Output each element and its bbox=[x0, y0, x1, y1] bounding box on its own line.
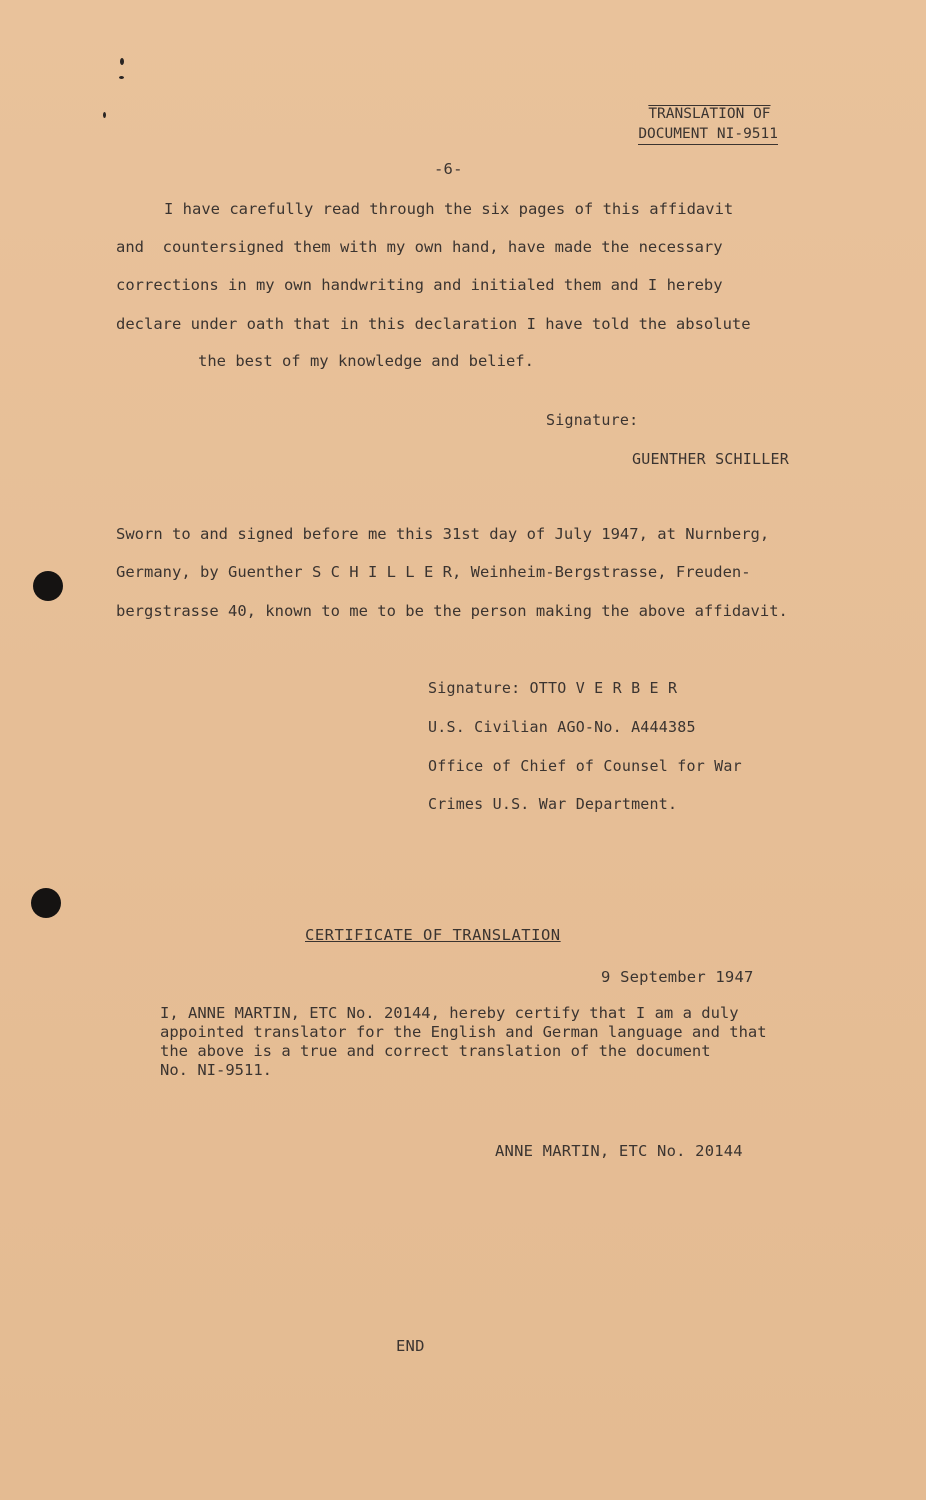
end-mark: END bbox=[396, 1337, 425, 1355]
notary-office: Office of Chief of Counsel for War bbox=[428, 757, 742, 775]
certificate-line: the above is a true and correct translation of the document bbox=[160, 1042, 711, 1060]
translator-signature: ANNE MARTIN, ETC No. 20144 bbox=[495, 1142, 743, 1160]
header-document-number: DOCUMENT NI-9511 bbox=[638, 124, 778, 145]
notary-department: Crimes U.S. War Department. bbox=[428, 795, 678, 813]
ink-speck bbox=[119, 76, 124, 79]
affidavit-line: declare under oath that in this declaration I have told the absolute bbox=[116, 315, 751, 333]
certificate-title: CERTIFICATE OF TRANSLATION bbox=[305, 926, 561, 944]
ink-speck bbox=[120, 58, 124, 65]
header-translation-of: TRANSLATION OF bbox=[648, 106, 771, 122]
ink-speck bbox=[103, 112, 106, 118]
sworn-line: Sworn to and signed before me this 31st day of July 1947, at Nurnberg, bbox=[116, 525, 770, 543]
sworn-line: bergstrasse 40, known to me to be the person making the above affidavit. bbox=[116, 602, 788, 620]
affidavit-line: corrections in my own handwriting and initialed them and I hereby bbox=[116, 276, 723, 294]
certificate-line: No. NI-9511. bbox=[160, 1061, 272, 1079]
sworn-line: Germany, by Guenther S C H I L L E R, Weinheim-Bergstrasse, Freuden- bbox=[116, 563, 751, 581]
signature-label: Signature: bbox=[546, 411, 639, 429]
certificate-body bbox=[160, 1004, 800, 1080]
page-number: -6- bbox=[434, 160, 463, 178]
affidavit-line: the best of my knowledge and belief. bbox=[142, 352, 534, 370]
certificate-line: appointed translator for the English and German language and that bbox=[160, 1023, 767, 1041]
affidavit-line: I have carefully read through the six pages of this affidavit bbox=[164, 200, 734, 218]
punch-hole bbox=[33, 571, 63, 601]
punch-hole bbox=[31, 888, 61, 918]
notary-ago-number: U.S. Civilian AGO-No. A444385 bbox=[428, 718, 696, 736]
certificate-line: I, ANNE MARTIN, ETC No. 20144, hereby certify that I am a duly bbox=[160, 1004, 739, 1022]
notary-signature-line: Signature: OTTO V E R B E R bbox=[428, 679, 678, 697]
affiant-name: GUENTHER SCHILLER bbox=[632, 450, 789, 468]
affidavit-line: and countersigned them with my own hand, have made the necessary bbox=[116, 238, 723, 256]
document-header bbox=[638, 104, 778, 145]
certificate-date: 9 September 1947 bbox=[601, 968, 754, 986]
